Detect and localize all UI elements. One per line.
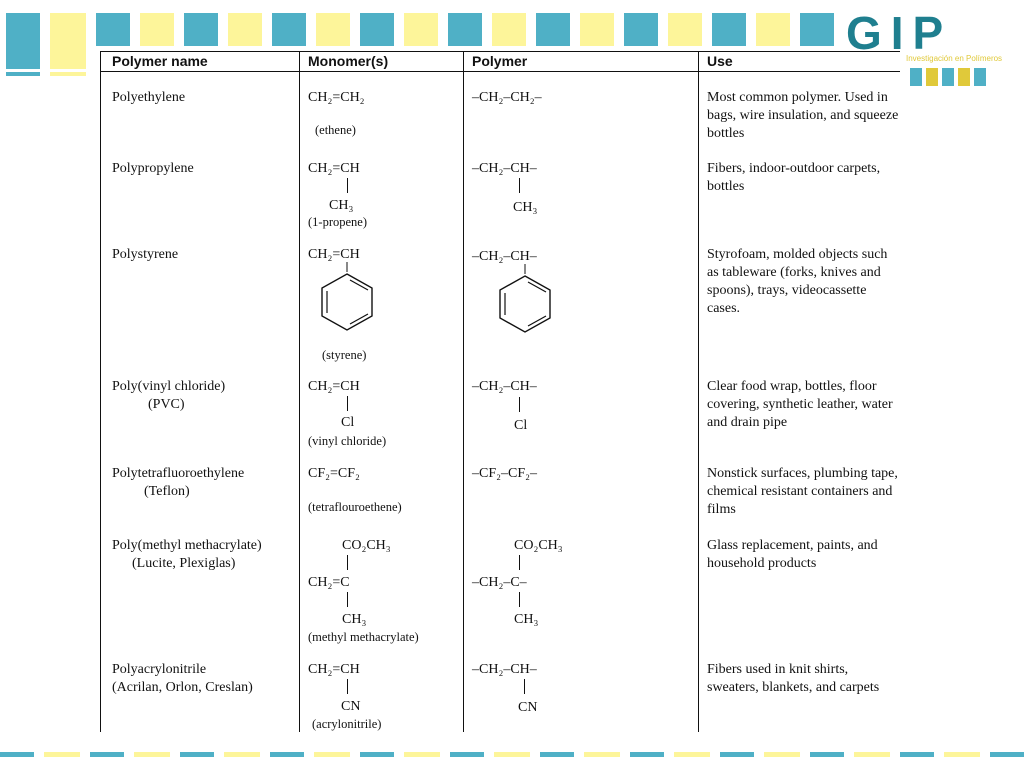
header-square [536,13,570,46]
footer-stripe [764,752,800,757]
footer-stripe [314,752,350,757]
header-bar-teal [6,13,40,69]
polymer-name: Polyacrylonitrile [112,662,207,677]
column-divider [100,51,101,732]
use-text: Fibers, indoor-outdoor carpets, bottles [707,161,881,194]
bond-line [347,555,348,570]
monomer-substituent: CN [341,699,361,714]
header-square [228,13,262,46]
table-header-rule [100,71,900,72]
polymer-name: Poly(methyl methacrylate) [112,538,262,553]
footer-stripe [270,752,304,757]
polymer-top-group: CO₂CH₃ [514,538,563,553]
logo-square [942,68,954,86]
use-text: Clear food wrap, bottles, floor covering, synthetic leather, water and drain pipe [707,379,893,430]
monomer-name: (styrene) [322,348,367,362]
monomer-substituent: Cl [341,415,355,430]
polymer-formula: –CH₂–CH– [472,249,537,264]
header-square [580,13,614,46]
footer-stripe [450,752,484,757]
footer-stripe [0,752,34,757]
footer-stripe [990,752,1024,757]
bond-line [347,178,348,193]
logo-text: GIP [846,7,953,59]
gip-logo [846,8,1018,80]
polymer-name: Polytetrafluoroethylene [112,466,245,481]
use-text: Nonstick surfaces, plumbing tape, chemical resistant containers and films [707,466,898,517]
footer-stripe [854,752,890,757]
footer-stripe [360,752,394,757]
bond-line [347,396,348,411]
footer-stripe [900,752,934,757]
footer-stripe [404,752,440,757]
monomer-name: (acrylonitrile) [312,717,382,731]
header-square [316,13,350,46]
header-square [800,13,834,46]
column-divider [698,51,699,732]
header-square [96,13,130,46]
benzene-ring-icon [315,262,379,338]
polymer-name: Poly(vinyl chloride) [112,379,226,394]
monomer-formula: CH₂=C [308,575,350,590]
logo-square [926,68,938,86]
bond-line [519,555,520,570]
polymer-formula: –CH₂–C– [472,575,527,590]
monomer-name: (tetraflouroethene) [308,500,402,514]
column-divider [463,51,464,732]
bond-line [519,178,520,193]
header-bar-yellow [50,13,86,69]
monomer-formula: CH₂=CH [308,662,360,677]
header-underline-teal [6,72,40,76]
polymer-formula: –CF₂–CF₂– [472,466,538,481]
monomer-name: (ethene) [315,123,356,137]
monomer-formula: CH₂=CH [308,161,360,176]
footer-stripe [90,752,124,757]
monomer-formula: CH₂=CH₂ [308,90,365,105]
footer-stripe [810,752,844,757]
header-square [272,13,306,46]
bond-line [347,679,348,694]
header-square [624,13,658,46]
footer-stripe [630,752,664,757]
use-text: Glass replacement, paints, and household products [707,538,878,571]
footer-stripe [720,752,754,757]
table-top-rule [100,51,900,52]
polymer-substituent: CH₃ [514,612,539,627]
polymer-name: Polypropylene [112,161,194,176]
logo-square [958,68,970,86]
footer-stripe [180,752,214,757]
logo-square [974,68,986,86]
polymer-formula: –CH₂–CH– [472,662,537,677]
bond-line [519,592,520,607]
header-square [184,13,218,46]
polymer-substituent: Cl [514,418,528,433]
bond-line [519,397,520,412]
header-square [448,13,482,46]
monomer-top-group: CO₂CH₃ [342,538,391,553]
logo-square [910,68,922,86]
footer-stripe [944,752,980,757]
use-text: Fibers used in knit shirts, sweaters, blankets, and carpets [707,662,880,695]
header-monomers: Monomer(s) [308,53,389,69]
header-square [756,13,790,46]
bond-line [524,679,525,694]
polymer-substituent: CH₃ [513,200,538,215]
monomer-name: (1-propene) [308,215,367,229]
header-square [712,13,746,46]
polymer-alt-name: (Teflon) [144,484,190,499]
footer-stripe [494,752,530,757]
header-square [404,13,438,46]
header-square [492,13,526,46]
header-square [360,13,394,46]
polymer-alt-name: (Lucite, Plexiglas) [132,556,236,571]
header-polymer-name: Polymer name [112,53,208,69]
footer-stripe [674,752,710,757]
polymer-formula: –CH₂–CH– [472,161,537,176]
monomer-name: (methyl methacrylate) [308,630,419,644]
polymer-name: Polyethylene [112,90,186,105]
polymer-formula: –CH₂–CH– [472,379,537,394]
polymer-name: Polystyrene [112,247,179,262]
footer-stripe [134,752,170,757]
logo-subtitle: Investigación en Polímeros [906,54,1003,63]
monomer-formula: CH₂=CH [308,379,360,394]
header-square [668,13,702,46]
monomer-substituent: CH₃ [342,612,367,627]
polymer-formula: –CH₂–CH₂– [472,90,542,105]
benzene-ring-icon [493,264,557,340]
column-divider [299,51,300,732]
footer-stripe [584,752,620,757]
monomer-formula: CH₂=CH [308,247,360,262]
footer-stripe [540,752,574,757]
polymer-alt-name: (Acrilan, Orlon, Creslan) [112,680,253,695]
monomer-name: (vinyl chloride) [308,434,387,448]
monomer-substituent: CH₃ [329,198,354,213]
use-text: Styrofoam, molded objects such as tableware (forks, knives and spoons), trays, videocassette cases. [707,247,888,316]
polymer-substituent: CN [518,700,538,715]
monomer-formula: CF₂=CF₂ [308,466,360,481]
header-polymer: Polymer [472,53,528,69]
header-use: Use [707,53,733,69]
use-text: Most common polymer. Used in bags, wire insulation, and squeeze bottles [707,90,899,141]
header-square [140,13,174,46]
footer-stripe [224,752,260,757]
header-underline-yellow [50,72,86,76]
polymer-alt-name: (PVC) [148,397,185,412]
bond-line [347,592,348,607]
footer-stripe [44,752,80,757]
